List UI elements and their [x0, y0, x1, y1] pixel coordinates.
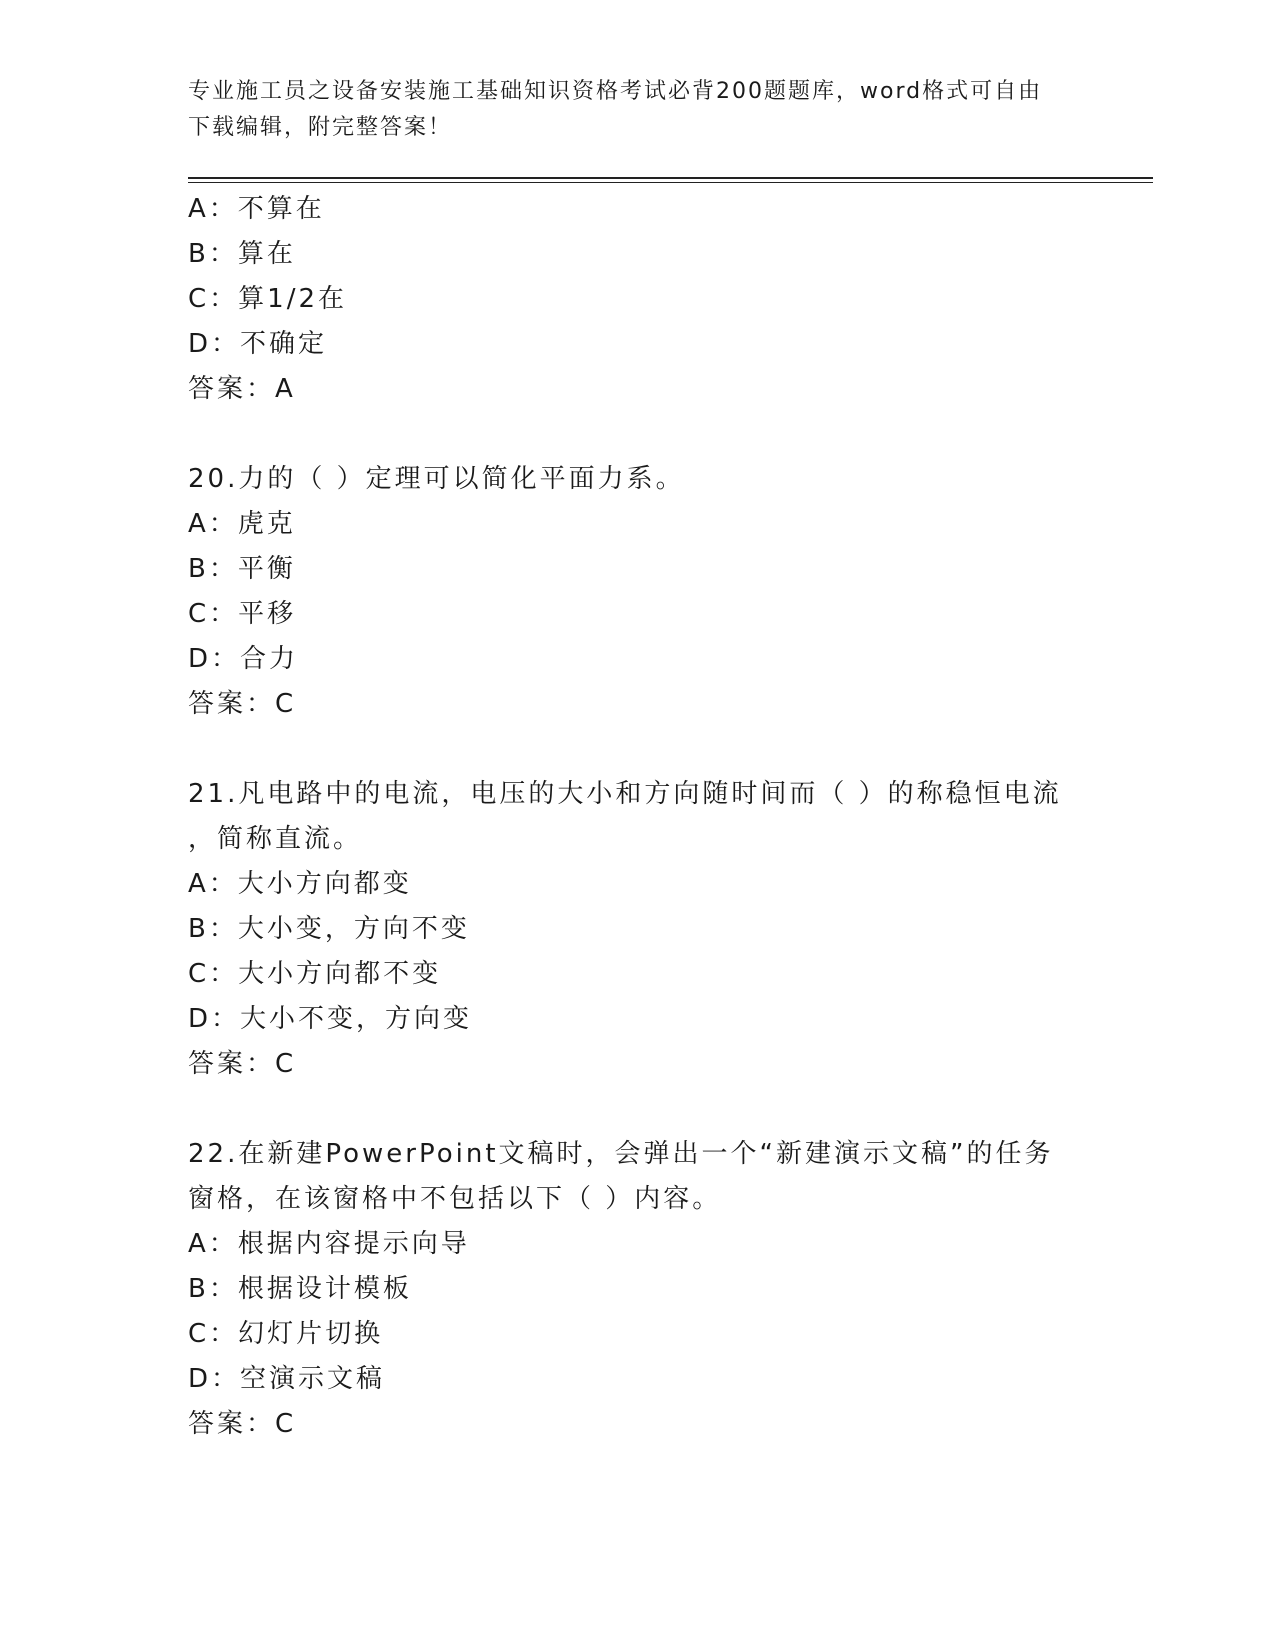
header-divider-thin	[188, 182, 1153, 183]
q21-option-c: C：大小方向都不变	[188, 959, 442, 989]
q21-stem-line-1: 21.凡电路中的电流，电压的大小和方向随时间而（ ）的称稳恒电流	[188, 779, 1062, 809]
q20-option-a: A：虎克	[188, 509, 296, 539]
q20-answer: 答案：C	[188, 689, 297, 719]
q20-option-b: B：平衡	[188, 554, 296, 584]
q22-stem-line-2: 窗格，在该窗格中不包括以下（ ）内容。	[188, 1184, 722, 1214]
q21-option-a: A：大小方向都变	[188, 869, 412, 899]
q20-option-d: D：合力	[188, 644, 299, 674]
q20-option-c: C：平移	[188, 599, 297, 629]
prev-option-b: B：算在	[188, 239, 296, 269]
prev-option-d: D：不确定	[188, 329, 328, 359]
header-line-1: 专业施工员之设备安装施工基础知识资格考试必背200题题库，word格式可自由	[188, 79, 1043, 104]
prev-answer: 答案：A	[188, 374, 296, 404]
q22-option-c: C：幻灯片切换	[188, 1319, 384, 1349]
q22-option-b: B：根据设计模板	[188, 1274, 412, 1304]
q22-stem-line-1: 22.在新建PowerPoint文稿时，会弹出一个“新建演示文稿”的任务	[188, 1139, 1054, 1169]
q21-option-d: D：大小不变，方向变	[188, 1004, 473, 1034]
q20-stem: 20.力的（ ）定理可以简化平面力系。	[188, 464, 685, 494]
header-line-2: 下载编辑，附完整答案！	[188, 115, 453, 140]
document-header	[188, 74, 1088, 146]
prev-option-a: A：不算在	[188, 194, 325, 224]
header-divider-thick	[188, 177, 1153, 179]
q22-option-a: A：根据内容提示向导	[188, 1229, 470, 1259]
q21-option-b: B：大小变，方向不变	[188, 914, 470, 944]
q21-stem-line-2: ，简称直流。	[188, 824, 363, 854]
prev-option-c: C：算1/2在	[188, 284, 347, 314]
q22-option-d: D：空演示文稿	[188, 1364, 386, 1394]
q21-answer: 答案：C	[188, 1049, 297, 1079]
q22-answer: 答案：C	[188, 1409, 297, 1439]
